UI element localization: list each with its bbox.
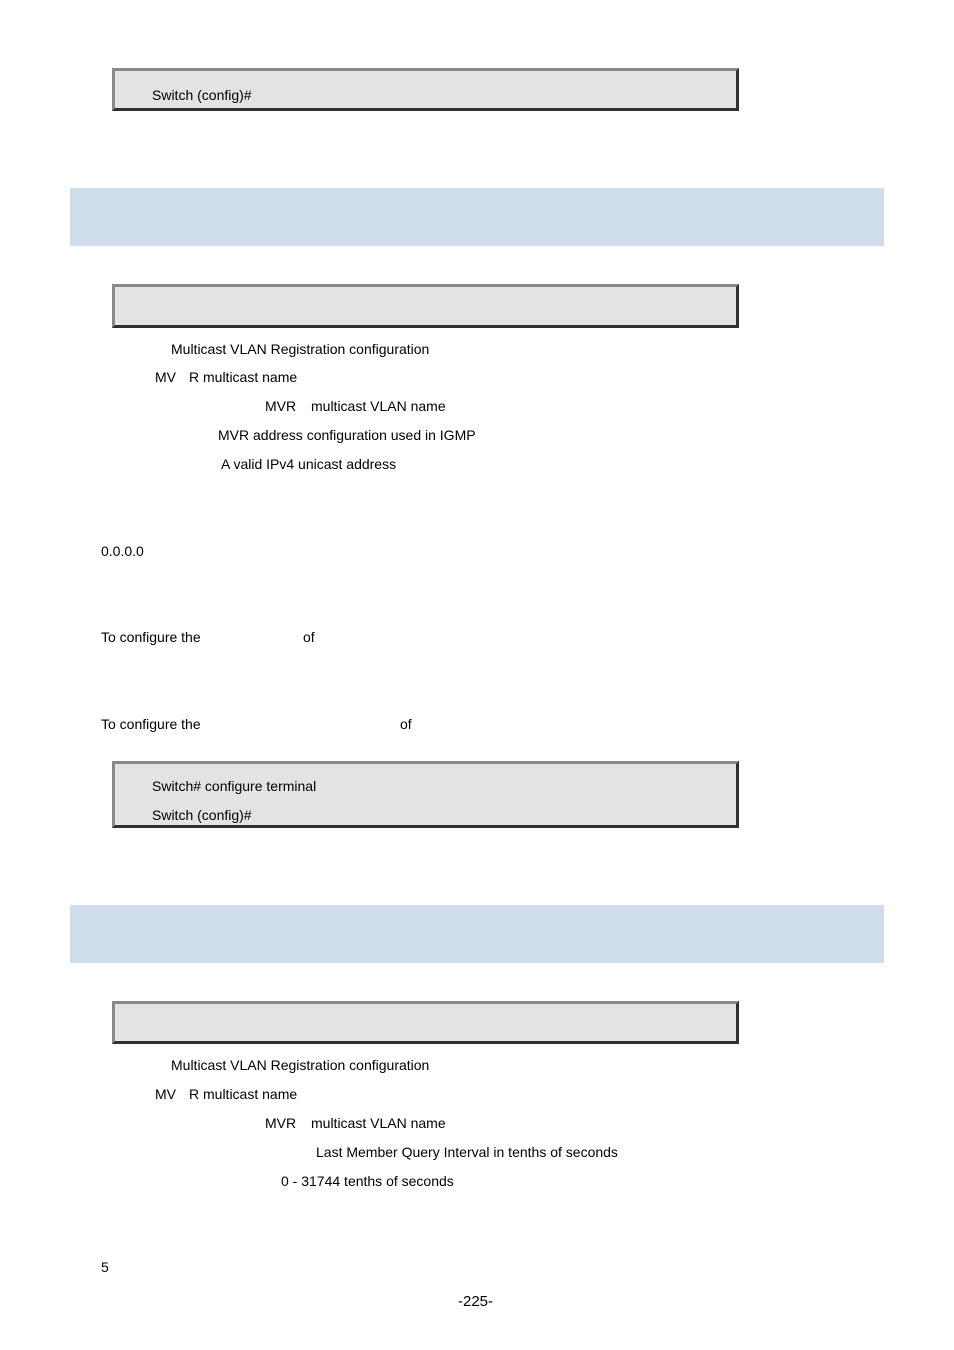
param-description: multicast VLAN name [311, 398, 446, 414]
param-description: Multicast VLAN Registration configuration [171, 341, 430, 357]
top-command-box [112, 68, 739, 111]
syntax-box-2 [112, 1001, 739, 1044]
section-header-band-1 [70, 188, 884, 246]
description-text: of [400, 716, 412, 732]
param-description: Multicast VLAN Registration configuration [171, 1057, 430, 1073]
param-name-prefix: MVR [265, 398, 297, 414]
description-text: To configure the [101, 629, 201, 645]
default-value: 5 [101, 1259, 109, 1275]
page-number: -225- [458, 1293, 494, 1310]
param-name-prefix: MV [155, 369, 176, 385]
param-name-prefix: MV [155, 1086, 176, 1102]
default-value: 0.0.0.0 [101, 543, 144, 559]
param-range: A valid IPv4 unicast address [221, 456, 397, 472]
description-text: To configure the [101, 716, 201, 732]
example-box [112, 761, 739, 828]
param-description: MVR address configuration used in IGMP [218, 427, 476, 443]
param-description: Last Member Query Interval in tenths of seconds [316, 1144, 618, 1160]
description-text: of [303, 629, 315, 645]
param-description: R multicast name [189, 369, 298, 385]
syntax-box-1 [112, 284, 739, 328]
param-range: 0 - 31744 tenths of seconds [281, 1173, 454, 1189]
command-line: Switch# configure terminal [152, 778, 317, 794]
param-name-prefix: MVR [265, 1115, 297, 1131]
section-header-band-2 [70, 905, 884, 963]
param-description: R multicast name [189, 1086, 298, 1102]
command-line: Switch (config)# [152, 807, 252, 823]
command-line: Switch (config)# [152, 87, 252, 103]
param-description: multicast VLAN name [311, 1115, 446, 1131]
